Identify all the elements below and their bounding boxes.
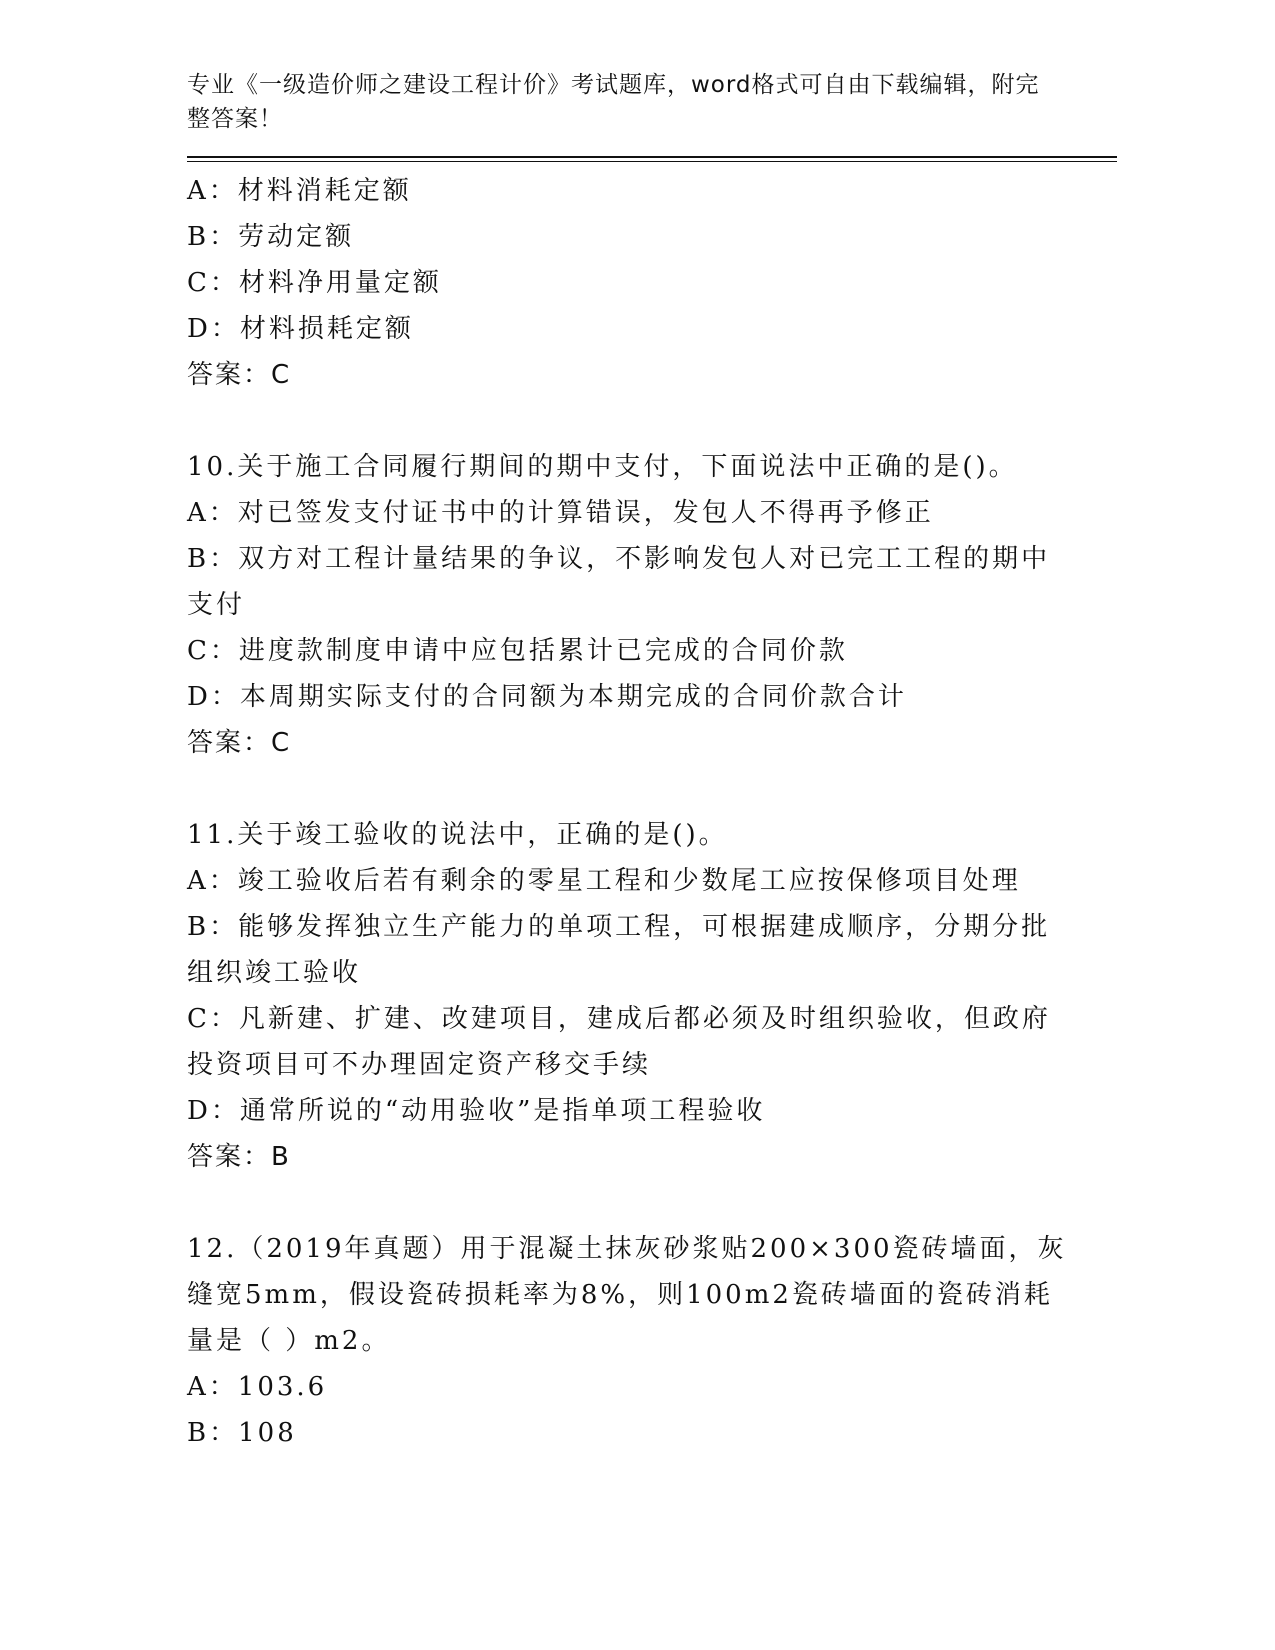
- q12-option-a: A：103.6: [187, 1372, 328, 1402]
- q12-option-b: B：108: [187, 1418, 297, 1448]
- q9-answer: 答案：C: [187, 360, 292, 390]
- q9-option-d: D：材料损耗定额: [187, 314, 414, 344]
- question-9-block: [187, 168, 1117, 398]
- q10-option-c: C：进度款制度申请中应包括累计已完成的合同价款: [187, 636, 848, 666]
- q11-option-c: C：凡新建、扩建、改建项目，建成后都必须及时组织验收，但政府投资项目可不办理固定资产移交手续: [187, 1004, 1051, 1080]
- spacer: [187, 766, 1117, 812]
- q11-option-a: A：竣工验收后若有剩余的零星工程和少数尾工应按保修项目处理: [187, 866, 1021, 896]
- document-page: [187, 68, 1117, 1456]
- q10-answer: 答案：C: [187, 728, 292, 758]
- header-divider: [187, 156, 1117, 158]
- q9-option-b: B：劳动定额: [187, 222, 355, 252]
- q11-option-d: D：通常所说的“动用验收”是指单项工程验收: [187, 1096, 766, 1126]
- spacer: [187, 398, 1117, 444]
- question-12-block: [187, 1226, 1117, 1456]
- question-10-block: [187, 444, 1117, 766]
- q9-option-c: C：材料净用量定额: [187, 268, 442, 298]
- q10-option-b: B：双方对工程计量结果的争议，不影响发包人对已完工工程的期中支付: [187, 544, 1051, 620]
- q10-option-d: D：本周期实际支付的合同额为本期完成的合同价款合计: [187, 682, 907, 712]
- document-header: 专业《一级造价师之建设工程计价》考试题库，word格式可自由下载编辑，附完整答案！: [187, 72, 1040, 132]
- q11-stem: 11.关于竣工验收的说法中，正确的是()。: [187, 820, 728, 850]
- q10-stem: 10.关于施工合同履行期间的期中支付，下面说法中正确的是()。: [187, 452, 1018, 482]
- q9-option-a: A：材料消耗定额: [187, 176, 412, 206]
- q11-option-b: B：能够发挥独立生产能力的单项工程，可根据建成顺序，分期分批组织竣工验收: [187, 912, 1051, 988]
- q11-answer: 答案：B: [187, 1142, 291, 1172]
- spacer: [187, 1180, 1117, 1226]
- question-11-block: [187, 812, 1117, 1180]
- q10-option-a: A：对已签发支付证书中的计算错误，发包人不得再予修正: [187, 498, 934, 528]
- q12-stem: 12.（2019年真题）用于混凝土抹灰砂浆贴200×300瓷砖墙面，灰缝宽5mm，假设瓷砖损耗率为8%，则100m2瓷砖墙面的瓷砖消耗量是（ ）m2。: [187, 1234, 1067, 1356]
